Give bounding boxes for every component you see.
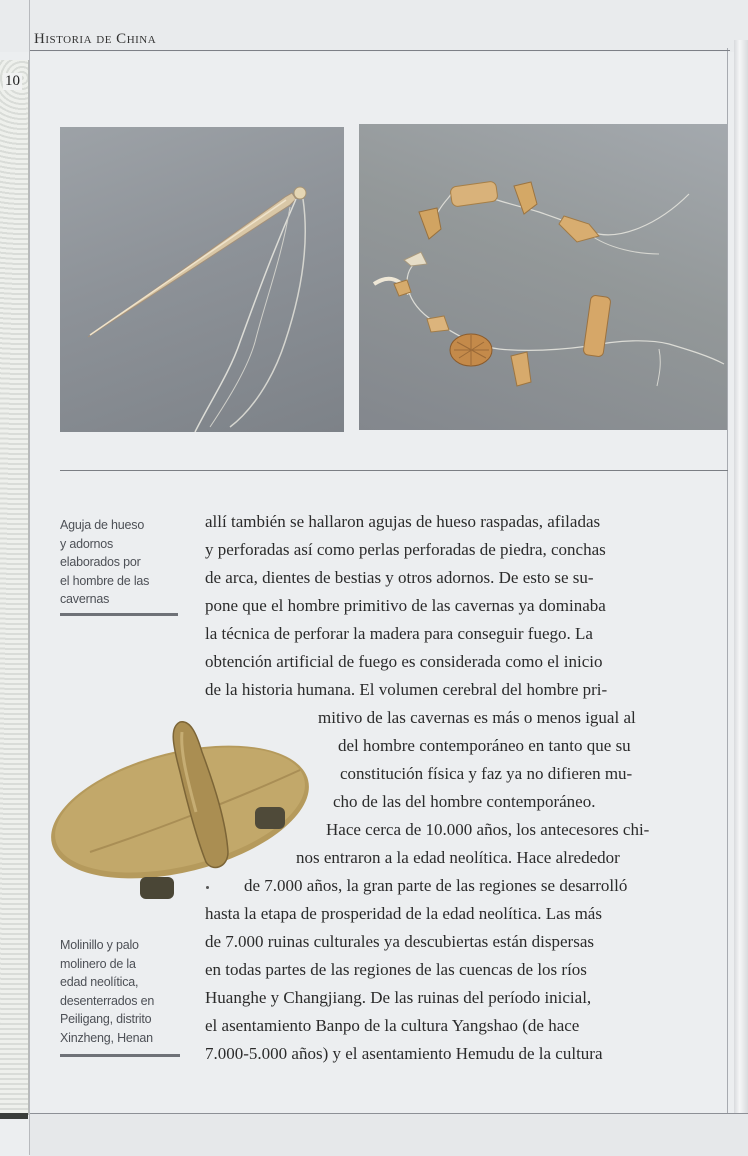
body-text-line: Huanghe y Changjiang. De las ruinas del período inicial, bbox=[205, 988, 592, 1007]
body-text-line: de arca, dientes de bestias y otros adornos. De esto se su- bbox=[205, 568, 594, 587]
page-fold-line bbox=[29, 0, 30, 1155]
bone-ornaments-photo bbox=[359, 124, 727, 430]
body-text-line: Hace cerca de 10.000 años, los antecesores chi- bbox=[326, 820, 650, 839]
body-text-line: de la historia humana. El volumen cerebral del hombre pri- bbox=[205, 680, 608, 699]
ink-speck bbox=[206, 886, 209, 889]
body-text-line: y perforadas así como perlas perforadas de piedra, conchas bbox=[205, 540, 606, 559]
body-text-line: de 7.000 años, la gran parte de las regiones se desarrolló bbox=[244, 876, 628, 895]
caption-underline bbox=[60, 1054, 180, 1057]
caption-line: cavernas bbox=[60, 592, 110, 606]
bone-needle-photo bbox=[60, 127, 344, 432]
body-text-line: la técnica de perforar la madera para conseguir fuego. La bbox=[205, 624, 593, 643]
body-text-line: del hombre contemporáneo en tanto que su bbox=[338, 736, 631, 755]
body-text-line: mitivo de las cavernas es más o menos igual al bbox=[318, 708, 636, 727]
running-title: Historia de China bbox=[34, 31, 157, 47]
caption-line: Peiligang, distrito bbox=[60, 1012, 152, 1026]
caption-line: Xinzheng, Henan bbox=[60, 1030, 153, 1045]
page-footer-band bbox=[30, 1113, 748, 1156]
body-text-line: 7.000-5.000 años) y el asentamiento Hemudu de la cultura bbox=[205, 1044, 603, 1063]
figure-caption-needle bbox=[60, 516, 172, 609]
caption-line: molinero de la bbox=[60, 956, 136, 971]
body-text-line: cho de las del hombre contemporáneo. bbox=[333, 792, 596, 811]
body-text-line: en todas partes de las regiones de las cuencas de los ríos bbox=[205, 960, 587, 979]
body-text-line: el asentamiento Banpo de la cultura Yangshao (de hace bbox=[205, 1016, 580, 1035]
caption-underline bbox=[60, 613, 178, 616]
section-divider bbox=[60, 470, 728, 471]
page-edge bbox=[734, 40, 748, 1115]
body-text-line: nos entraron a la edad neolítica. Hace alrededor bbox=[296, 848, 620, 867]
caption-line: Aguja de hueso bbox=[60, 518, 145, 532]
header-rule bbox=[30, 50, 730, 51]
decorative-margin-strip bbox=[0, 60, 29, 1115]
body-text-line: obtención artificial de fuego es considerada como el inicio bbox=[205, 652, 603, 671]
body-text-line: hasta la etapa de prosperidad de la edad neolítica. Las más bbox=[205, 904, 602, 923]
caption-line: y adornos bbox=[60, 536, 114, 551]
caption-line: el hombre de las bbox=[60, 573, 150, 588]
figure-caption-grinder bbox=[60, 936, 180, 1047]
body-text-line: constitución física y faz ya no difieren mu- bbox=[340, 764, 633, 783]
body-text-line: pone que el hombre primitivo de las cavernas ya dominaba bbox=[205, 596, 606, 615]
page-border-right bbox=[727, 48, 728, 1113]
caption-line: Molinillo y palo bbox=[60, 938, 139, 952]
caption-line: elaborados por bbox=[60, 555, 141, 569]
body-text-line: allí también se hallaron agujas de hueso raspadas, afiladas bbox=[205, 512, 601, 531]
page-number: 10 bbox=[5, 73, 20, 89]
body-text-line: de 7.000 ruinas culturales ya descubiertas están dispersas bbox=[205, 932, 594, 951]
caption-line: desenterrados en bbox=[60, 993, 155, 1008]
caption-line: edad neolítica, bbox=[60, 975, 139, 989]
